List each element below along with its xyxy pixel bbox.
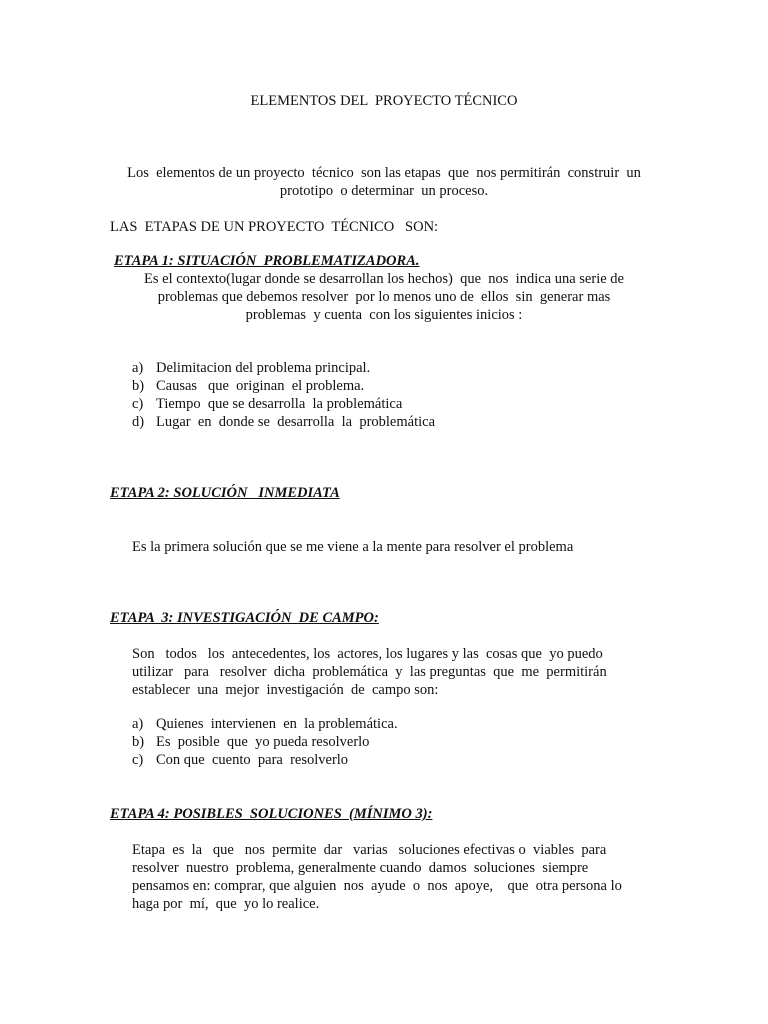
list-item-text: Quienes intervienen en la problemática.: [156, 716, 398, 732]
etapa4-line: resolver nuestro problema, generalmente cuando damos soluciones siempre: [132, 860, 589, 876]
etapa1-line: Es el contexto(lugar donde se desarrollan los hechos) que nos indica una serie de: [144, 271, 624, 287]
etapa3-line: Son todos los antecedentes, los actores, los lugares y las cosas que yo puedo: [132, 646, 603, 662]
list-item: [132, 395, 435, 413]
etapa3-line: utilizar para resolver dicha problemática y las preguntas que me permitirán: [132, 664, 607, 680]
etapa4-heading: ETAPA 4: POSIBLES SOLUCIONES (MÍNIMO 3):: [110, 806, 433, 822]
list-item-text: Tiempo que se desarrolla la problemática: [156, 396, 403, 412]
etapa3-list: [132, 715, 398, 769]
list-marker: c): [132, 752, 144, 768]
list-item: [132, 377, 435, 395]
list-marker: c): [132, 396, 144, 412]
etapa1-heading: ETAPA 1: SITUACIÓN PROBLEMATIZADORA.: [114, 253, 420, 269]
etapa3-heading: ETAPA 3: INVESTIGACIÓN DE CAMPO:: [110, 610, 379, 626]
list-item: [132, 733, 398, 751]
list-marker: d): [132, 414, 145, 430]
etapa1-description: [100, 270, 668, 324]
list-item-text: Causas que originan el problema.: [156, 378, 365, 394]
etapa1-line: problemas que debemos resolver por lo menos uno de ellos sin generar mas: [157, 289, 611, 305]
etapa3-description: [132, 645, 650, 699]
etapa3-line: establecer una mejor investigación de campo son:: [132, 682, 439, 698]
etapas-label: LAS ETAPAS DE UN PROYECTO TÉCNICO SON:: [110, 219, 439, 235]
etapa1-list: [132, 359, 435, 431]
list-marker: a): [132, 716, 144, 732]
list-item-text: Con que cuento para resolverlo: [156, 752, 349, 768]
list-item-text: Es posible que yo pueda resolverlo: [156, 734, 370, 750]
etapa4-line: pensamos en: comprar, que alguien nos ayude o nos apoye, que otra persona lo: [132, 878, 622, 894]
etapa2-heading: ETAPA 2: SOLUCIÓN INMEDIATA: [110, 485, 340, 501]
list-marker: b): [132, 734, 145, 750]
etapa1-line: problemas y cuenta con los siguientes inicios :: [245, 307, 523, 323]
page-title: ELEMENTOS DEL PROYECTO TÉCNICO: [250, 93, 518, 109]
list-marker: a): [132, 360, 144, 376]
list-item: [132, 359, 435, 377]
list-item: [132, 715, 398, 733]
etapa4-line: Etapa es la que nos permite dar varias soluciones efectivas o viables para: [132, 842, 607, 858]
list-item-text: Delimitacion del problema principal.: [156, 360, 371, 376]
list-item: [132, 751, 398, 769]
etapa2-text: Es la primera solución que se me viene a la mente para resolver el problema: [132, 539, 574, 555]
list-item-text: Lugar en donde se desarrolla la problemática: [156, 414, 436, 430]
etapa4-line: haga por mí, que yo lo realice.: [132, 896, 320, 912]
list-marker: b): [132, 378, 145, 394]
list-item: [132, 413, 435, 431]
intro-paragraph: [100, 164, 668, 200]
intro-line: Los elementos de un proyecto técnico son las etapas que nos permitirán construir un: [127, 165, 641, 181]
intro-line: prototipo o determinar un proceso.: [279, 183, 489, 199]
etapa4-description: [132, 841, 658, 913]
